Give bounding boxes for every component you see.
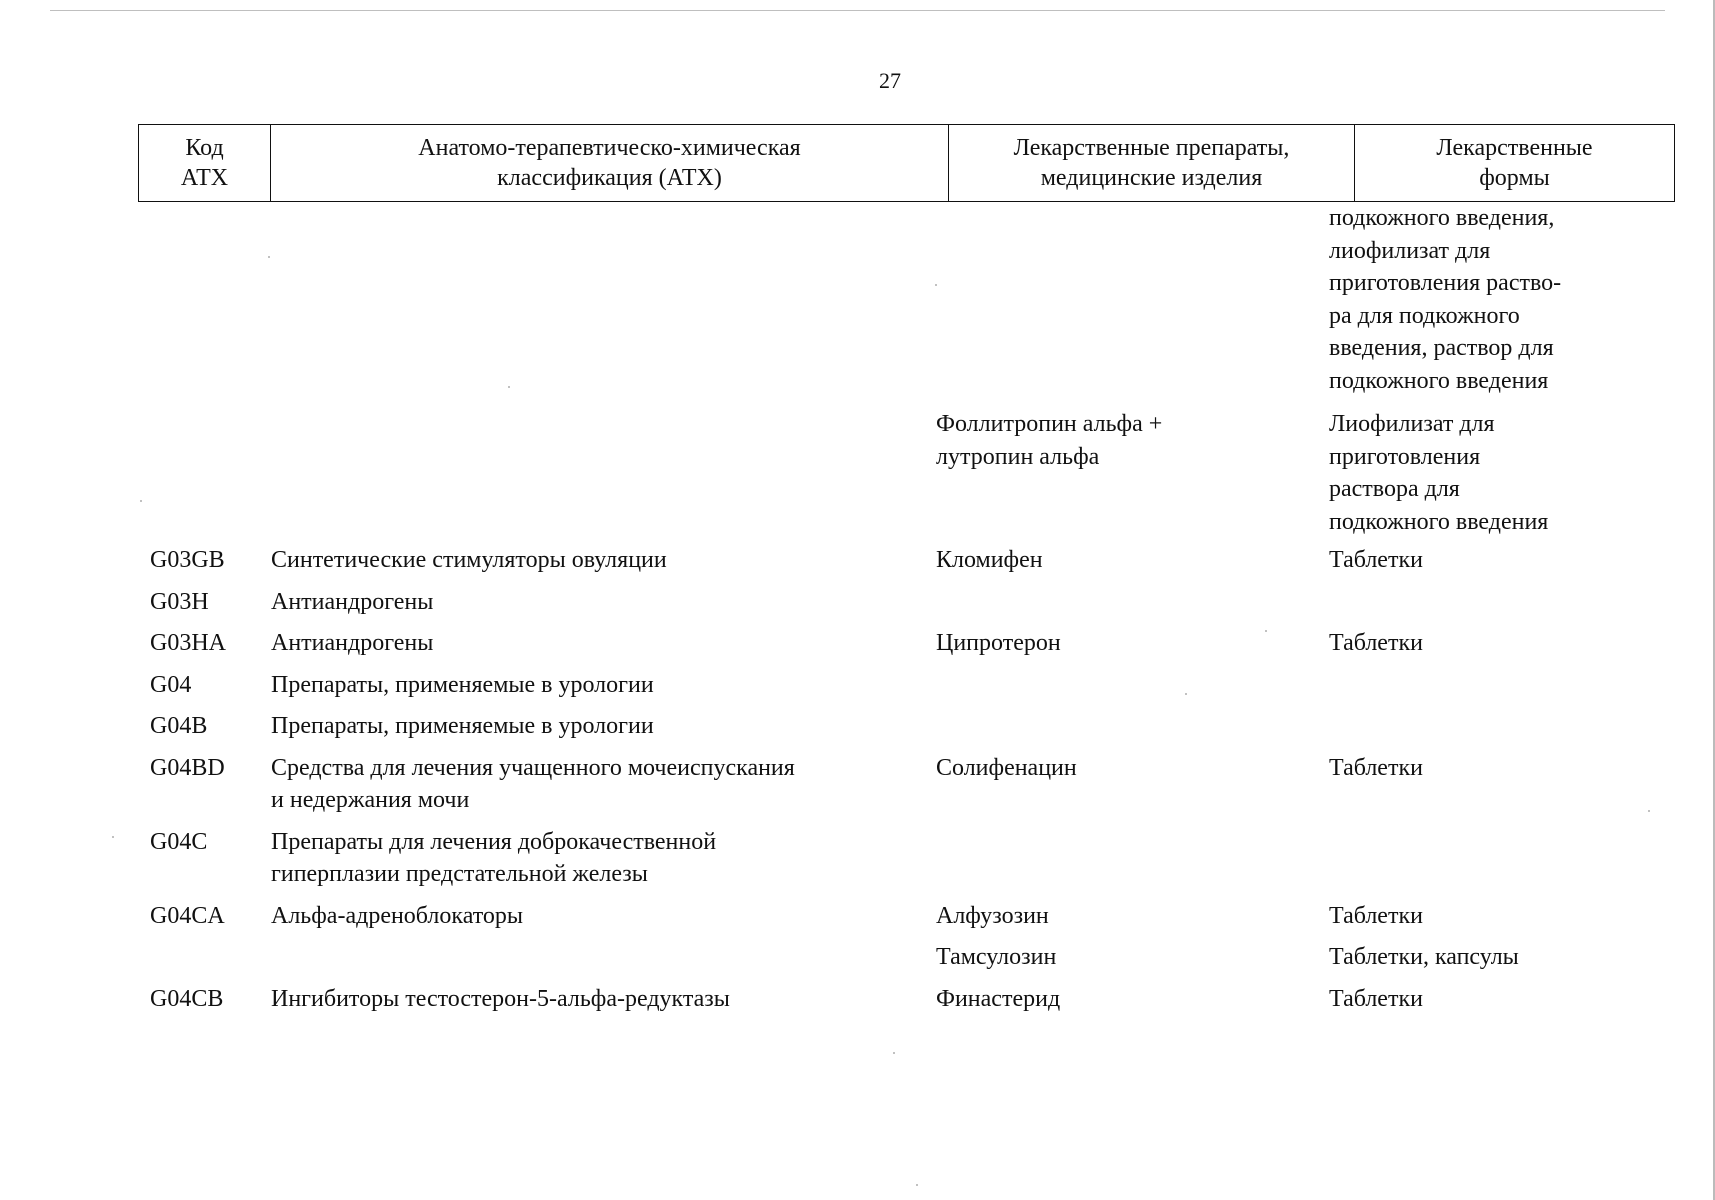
cell-drug <box>924 669 1317 702</box>
table-row <box>138 202 1624 397</box>
cell-classification: Препараты, применяемые в урологии <box>271 713 654 739</box>
cell-code: G04CA <box>150 902 225 929</box>
cell-classification: Препараты для лечения доброкачественной гиперплазии предстательной железы <box>271 828 717 887</box>
cell-drug: Алфузозин <box>936 902 1049 929</box>
cell-code: G04B <box>150 713 208 739</box>
cell-drug: Фоллитропин альфа + лутропин альфа <box>936 411 1163 470</box>
scan-speck <box>1648 810 1650 812</box>
cell-drug: Солифенацин <box>936 754 1077 781</box>
cell-classification: Антиандрогены <box>271 588 434 615</box>
scan-speck <box>916 1184 918 1186</box>
scan-speck <box>935 284 937 286</box>
cell-form: Лиофилизат для приготовления раствора для подкожного введения <box>1329 411 1549 535</box>
header-forms: Лекарственные формы <box>1355 125 1675 202</box>
scan-speck <box>112 836 114 838</box>
page-number: 27 <box>879 68 901 93</box>
cell-drug <box>924 586 1317 619</box>
cell-code <box>138 941 259 974</box>
scan-speck <box>140 500 142 502</box>
cell-code <box>138 408 259 538</box>
scan-speck <box>893 1052 895 1054</box>
table-row <box>138 544 1624 577</box>
cell-code: G04CB <box>150 985 224 1012</box>
cell-code <box>138 202 259 397</box>
cell-form: Таблетки <box>1329 547 1423 573</box>
cell-classification: Альфа-адреноблокаторы <box>271 902 524 929</box>
cell-code: G03HA <box>150 630 226 656</box>
cell-drug: Тамсулозин <box>936 944 1057 970</box>
header-drugs: Лекарственные препараты, медицинские изделия <box>949 125 1355 202</box>
table-header <box>138 124 1675 202</box>
cell-form <box>1317 586 1624 619</box>
table-row <box>138 408 1624 538</box>
cell-drug: Ципротерон <box>936 630 1061 656</box>
cell-classification: Препараты, применяемые в урологии <box>271 671 654 698</box>
scan-speck <box>1185 693 1187 695</box>
table-body <box>138 202 1624 1015</box>
header-code: Код АТХ <box>139 125 271 202</box>
cell-form <box>1317 826 1624 891</box>
cell-form: Таблетки <box>1329 902 1423 929</box>
cell-drug <box>924 826 1317 891</box>
cell-drug <box>924 710 1317 743</box>
table-row <box>138 627 1624 660</box>
cell-form: Таблетки <box>1329 985 1423 1012</box>
cell-code: G04BD <box>150 754 225 781</box>
cell-classification: Средства для лечения учащенного мочеиспускания и недержания мочи <box>271 754 795 813</box>
cell-code: G04C <box>150 828 208 855</box>
cell-classification <box>259 941 924 974</box>
cell-code: G04 <box>150 671 192 698</box>
cell-form <box>1317 710 1624 743</box>
scan-speck <box>508 386 510 388</box>
table-row <box>138 983 1624 1016</box>
table-row <box>138 900 1624 933</box>
cell-code: G03GB <box>150 547 225 573</box>
table-row <box>138 826 1624 891</box>
scan-speck <box>268 256 270 258</box>
cell-classification: Антиандрогены <box>271 630 434 656</box>
scan-artifact-line <box>50 10 1665 11</box>
cell-drug: Финастерид <box>936 985 1061 1012</box>
cell-classification: Ингибиторы тестостерон-5-альфа-редуктазы <box>271 985 730 1012</box>
table-row <box>138 586 1624 619</box>
cell-form: Таблетки <box>1329 630 1423 656</box>
cell-form: подкожного введения, лиофилизат для приготовления раство- ра для подкожного введения, раствор для подкожного введения <box>1329 205 1562 394</box>
cell-classification: Синтетические стимуляторы овуляции <box>271 547 667 573</box>
scan-speck <box>1265 630 1267 632</box>
cell-form <box>1317 669 1624 702</box>
table-row <box>138 669 1624 702</box>
cell-drug <box>924 202 1317 397</box>
cell-classification <box>259 202 924 397</box>
table-row <box>138 941 1624 974</box>
table-row <box>138 752 1624 817</box>
cell-drug: Кломифен <box>936 547 1043 573</box>
cell-code: G03H <box>150 588 209 615</box>
cell-form: Таблетки, капсулы <box>1329 944 1519 970</box>
header-classification: Анатомо-терапевтическо-химическая классификация (АТХ) <box>271 125 949 202</box>
cell-form: Таблетки <box>1329 754 1423 781</box>
table-row <box>138 710 1624 743</box>
cell-classification <box>259 408 924 538</box>
